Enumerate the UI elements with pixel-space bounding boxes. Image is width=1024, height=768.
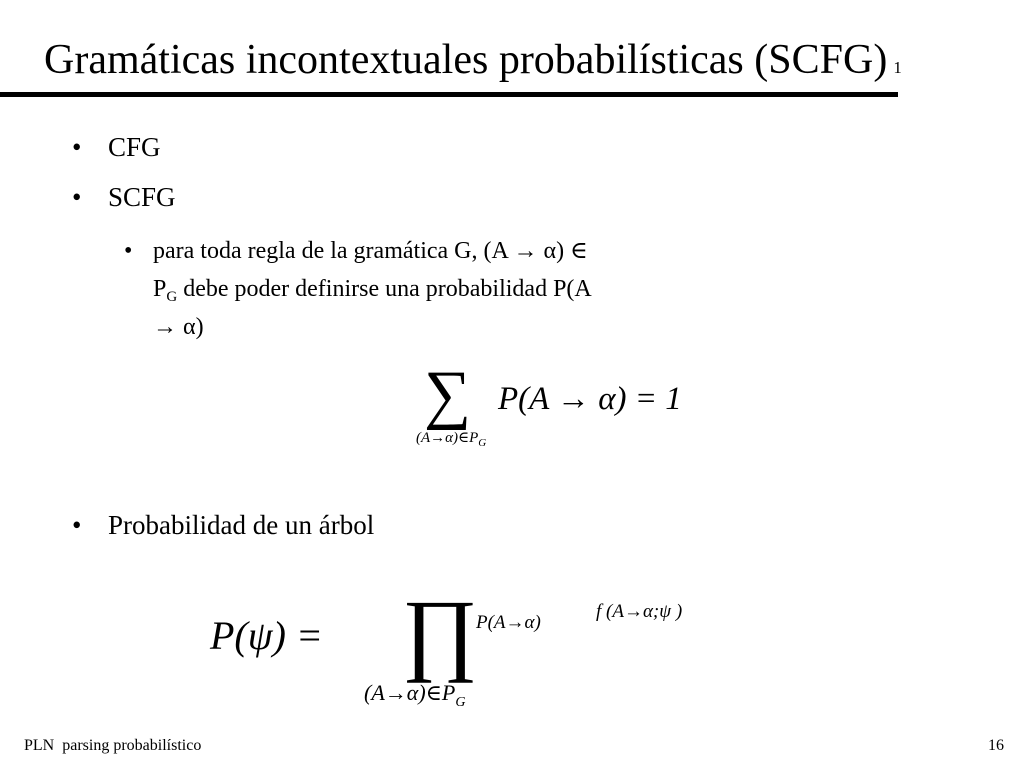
- product-index-subscript: G: [455, 695, 466, 710]
- product-index: [364, 680, 466, 716]
- sub-bullet-line-2-rest: debe poder definirse una probabilidad P(A: [177, 276, 592, 302]
- slide-title-number: 1: [893, 58, 902, 77]
- sub-bullet-line-3: → α): [153, 314, 204, 340]
- summation-operator: ∑: [424, 358, 472, 431]
- sub-bullet-line-2: [153, 270, 592, 316]
- bullet-text: Probabilidad de un árbol: [108, 510, 375, 540]
- sub-bullet-line-2-subscript: G: [166, 289, 178, 305]
- summation-body: P(A → α) = 1: [498, 381, 682, 417]
- bullet-marker: •: [72, 132, 82, 162]
- footer-page-number: 16: [988, 737, 1004, 754]
- product-lhs: P(ψ) =: [210, 613, 323, 658]
- title-divider: [0, 92, 898, 97]
- product-index-prefix: (A→α)∈P: [364, 680, 456, 705]
- slide-title: [44, 34, 902, 94]
- bullet-marker: •: [72, 182, 82, 212]
- footer-course-label: PLN parsing probabilístico: [24, 737, 202, 754]
- summation-index: [416, 428, 486, 453]
- summation-index-prefix: (A→α)∈P: [416, 430, 479, 446]
- product-operator: ∏: [402, 581, 478, 683]
- sub-bullet-line-1: para toda regla de la gramática G, (A → α) ∈: [153, 238, 588, 264]
- slide-title-text: Gramáticas incontextuales probabilísticas (SCFG): [44, 37, 888, 83]
- sub-bullet-marker: •: [124, 238, 133, 264]
- product-base: P(A→α): [476, 612, 541, 633]
- product-exponent: f (A→α;ψ ): [596, 601, 683, 622]
- sub-bullet-line-2-prefix: P: [153, 276, 167, 302]
- summation-index-subscript: G: [478, 437, 487, 449]
- bullet-text: CFG: [108, 132, 161, 162]
- bullet-marker: •: [72, 510, 82, 540]
- bullet-text: SCFG: [108, 182, 176, 212]
